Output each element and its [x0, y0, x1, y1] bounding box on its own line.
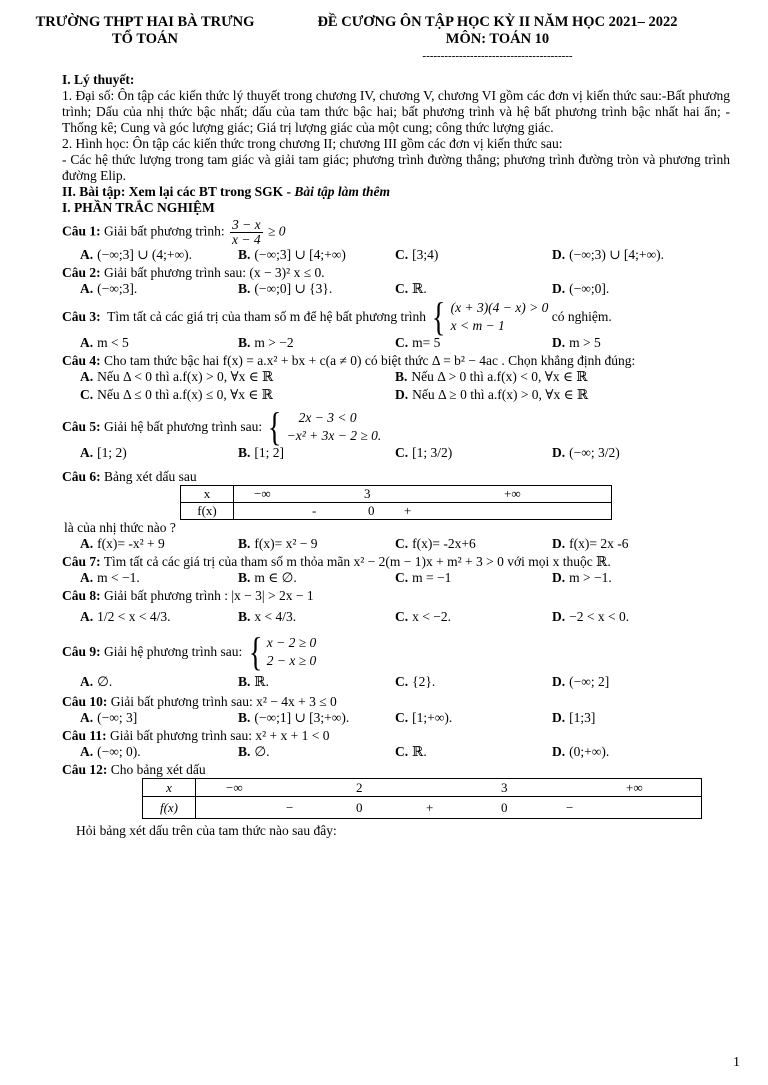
q6-option-d[interactable]: D. f(x)= 2x -6 — [552, 536, 629, 551]
q5-option-d[interactable]: D. (−∞; 3/2) — [552, 445, 620, 460]
q4-options-ab — [62, 369, 730, 387]
question-2: Câu 2: Giải bất phương trình sau: (x − 3)² x ≤ 0. — [62, 265, 325, 280]
q2-option-a[interactable]: A. (−∞;3]. — [80, 281, 138, 296]
subject: MÔN: TOÁN 10 — [445, 31, 550, 47]
q3-option-a[interactable]: A. m < 5 — [80, 335, 129, 350]
q6-options — [62, 536, 730, 554]
q11-option-c[interactable]: C. ℝ. — [395, 744, 427, 759]
question-11: Câu 11: Giải bất phương trình sau: x² + x + 1 < 0 — [62, 728, 330, 743]
header-right — [300, 14, 695, 65]
q9-option-b[interactable]: B. ℝ. — [238, 674, 269, 689]
q9-option-c[interactable]: C. {2}. — [395, 674, 436, 689]
q12-tail: Hỏi bảng xét dấu trên của tam thức nào sau đây: — [76, 823, 337, 838]
q5-option-c[interactable]: C. [1; 3/2) — [395, 445, 453, 460]
q1-option-d[interactable]: D. (−∞;3) ∪ [4;+∞). — [552, 247, 665, 262]
q8-option-a[interactable]: A. 1/2 < x < 4/3. — [80, 609, 171, 624]
q5-option-b[interactable]: B. [1; 2] — [238, 445, 285, 460]
question-1: Câu 1: Giải bất phương trình: $\frac{3 - x}{x - 4}$ ≥ 0 — [62, 217, 286, 247]
q8-options — [62, 604, 730, 630]
q11-option-a[interactable]: A. (−∞; 0). — [80, 744, 141, 759]
table-row: f(x) - 0 + — [181, 503, 612, 520]
q4-option-b[interactable]: B. Nếu Δ > 0 thì a.f(x) < 0, ∀x ∈ ℝ — [395, 369, 588, 384]
q6-option-b[interactable]: B. f(x)= x² − 9 — [238, 536, 318, 551]
theory-p2: 2. Hình học: Ôn tập các kiến thức trong chương II; chương III gồm các đơn vị kiến thức sau: — [62, 136, 563, 151]
q11-options — [62, 744, 730, 762]
q3-option-b[interactable]: B. m > −2 — [238, 335, 294, 350]
q1-option-b[interactable]: B. (−∞;3] ∪ [4;+∞) — [238, 247, 346, 262]
q4-option-c[interactable]: C. Nếu Δ ≤ 0 thì a.f(x) ≤ 0, ∀x ∈ ℝ — [80, 387, 273, 402]
table-row: x −∞ 3 +∞ — [181, 486, 612, 503]
table-row: x −∞ 2 3 +∞ — [143, 779, 702, 797]
q9-option-a[interactable]: A. ∅. — [80, 674, 113, 689]
q10-options — [62, 710, 730, 728]
question-6: Câu 6: Bảng xét dấu sau — [62, 469, 197, 484]
q2-option-d[interactable]: D. (−∞;0]. — [552, 281, 610, 296]
q1-option-a[interactable]: A. (−∞;3] ∪ (4;+∞). — [80, 247, 193, 262]
q8-option-b[interactable]: B. x < 4/3. — [238, 609, 297, 624]
q3-option-d[interactable]: D. m > 5 — [552, 335, 601, 350]
q12-sign-table — [142, 778, 702, 819]
question-7: Câu 7: Tìm tất cả các giá trị của tham số m thỏa mãn x² − 2(m − 1)x + m² + 3 > 0 với mọi x thuộc ℝ. — [62, 554, 611, 569]
q7-option-d[interactable]: D. m > −1. — [552, 570, 612, 585]
q5-option-a[interactable]: A. [1; 2) — [80, 445, 127, 460]
q6-option-a[interactable]: A. f(x)= -x² + 9 — [80, 536, 165, 551]
q7-option-a[interactable]: A. m < −1. — [80, 570, 140, 585]
q1-fraction: $\frac{3 - x}{x - 4}$ — [231, 217, 261, 247]
theory-p3: - Các hệ thức lượng trong tam giác và giải tam giác; phương trình đường thẳng; phương trình đường tròn và phương trình đường Elip. — [62, 152, 730, 183]
q1-option-c[interactable]: C. [3;4) — [395, 247, 439, 262]
q8-option-d[interactable]: D. −2 < x < 0. — [552, 609, 630, 624]
q9-option-d[interactable]: D. (−∞; 2] — [552, 674, 610, 689]
q4-option-a[interactable]: A. Nếu Δ < 0 thì a.f(x) > 0, ∀x ∈ ℝ — [80, 369, 274, 384]
question-12: Câu 12: Cho bảng xét dấu — [62, 762, 206, 777]
q1-options — [62, 247, 730, 265]
q3-option-c[interactable]: C. m= 5 — [395, 335, 441, 350]
q10-option-d[interactable]: D. [1;3] — [552, 710, 596, 725]
question-9: Câu 9: Giải hệ phương trình sau: { x − 2 ≥ 0 2 − x ≥ 0 — [62, 629, 317, 674]
exercises-heading: II. Bài tập: Xem lại các BT trong SGK - Bài tập làm thêm — [62, 184, 391, 199]
q6-option-c[interactable]: C. f(x)= -2x+6 — [395, 536, 476, 551]
header-rule: ----------------------------------------- — [422, 50, 573, 62]
question-3: Câu 3: Tìm tất cả các giá trị của tham số m để hệ bất phương trình { (x + 3)(4 − x) > 0 x < m − 1 có nghiệm. — [62, 294, 612, 339]
part-heading: I. PHẦN TRẮC NGHIỆM — [62, 200, 215, 215]
q6-sign-table — [180, 485, 612, 520]
doc-title: ĐỀ CƯƠNG ÔN TẬP HỌC KỲ II NĂM HỌC 2021– 2022 — [317, 14, 678, 30]
q4-options-cd — [62, 387, 730, 405]
q7-option-c[interactable]: C. m = −1 — [395, 570, 452, 585]
q2-option-b[interactable]: B. (−∞;0] ∪ {3}. — [238, 281, 333, 296]
q3-options — [62, 335, 730, 353]
q10-option-c[interactable]: C. [1;+∞). — [395, 710, 453, 725]
q2-options — [62, 281, 730, 299]
school-name: TRƯỜNG THPT HAI BÀ TRƯNG — [35, 14, 255, 30]
page-number: 1 — [733, 1055, 740, 1070]
q11-option-b[interactable]: B. ∅. — [238, 744, 270, 759]
question-5: Câu 5: Giải hệ bất phương trình sau: { 2x − 3 < 0 −x² + 3x − 2 ≥ 0. — [62, 404, 382, 449]
q4-option-d[interactable]: D. Nếu Δ ≥ 0 thì a.f(x) > 0, ∀x ∈ ℝ — [395, 387, 589, 402]
q10-option-a[interactable]: A. (−∞; 3] — [80, 710, 138, 725]
q6-tail: là của nhị thức nào ? — [64, 520, 176, 535]
q8-option-c[interactable]: C. x < −2. — [395, 609, 451, 624]
q10-option-b[interactable]: B. (−∞;1] ∪ [3;+∞). — [238, 710, 350, 725]
content — [62, 72, 730, 839]
q5-options — [62, 445, 730, 469]
theory-p1: 1. Đại số: Ôn tập các kiến thức lý thuyết trong chương IV, chương V, chương VI gồm các đơn vị kiến thức sau:-Bất phương trình; Dấu của nhị thức bậc nhất; dấu của tam thức bậc hai; bất phương trình và hệ bất phương trình bậc nhất hai ẩn; -Thống kê; Cung và góc lượng giác; Giá trị lượng giác của một cung; công thức lượng giác. — [62, 88, 730, 135]
question-8: Câu 8: Giải bất phương trình : |x − 3| > 2x − 1 — [62, 588, 314, 603]
table-row: f(x) − 0 + 0 − — [143, 797, 702, 819]
q7-option-b[interactable]: B. m ∈ ∅. — [238, 570, 297, 585]
question-4: Câu 4: Cho tam thức bậc hai f(x) = a.x² + bx + c(a ≠ 0) có biệt thức Δ = b² − 4ac . Chọn khẳng định đúng: — [62, 353, 636, 368]
department: TỔ TOÁN — [112, 31, 178, 47]
q9-options — [62, 670, 730, 694]
header-left — [10, 14, 280, 48]
question-10: Câu 10: Giải bất phương trình sau: x² − 4x + 3 ≤ 0 — [62, 694, 337, 709]
q2-option-c[interactable]: C. ℝ. — [395, 281, 427, 296]
theory-heading: I. Lý thuyết: — [62, 72, 135, 87]
q7-options — [62, 570, 730, 588]
q11-option-d[interactable]: D. (0;+∞). — [552, 744, 610, 759]
